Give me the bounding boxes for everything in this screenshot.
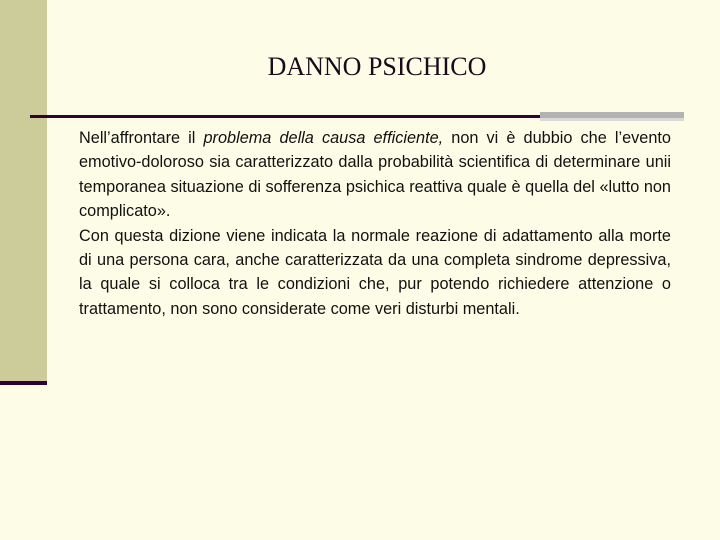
slide-title: DANNO PSICHICO bbox=[267, 52, 487, 81]
paragraph-1-end: non vi è dubbio che l’evento emotivo-doloroso sia caratterizzato dalla probabilità scientifica di determinare unii temporanea situazione di sofferenza psichica reattiva quale è quella del «lutto non complicato». bbox=[79, 129, 671, 221]
paragraph-1 bbox=[79, 126, 671, 224]
paragraph-1-start: Nell’affrontare il bbox=[79, 129, 204, 147]
left-bar-base-line bbox=[0, 381, 47, 385]
paragraph-2: Con questa dizione viene indicata la normale reazione di adattamento alla morte di una persona cara, anche caratterizzata da una completa sindrome depressiva, la quale si colloca tra le condizioni che, pur potendo richiedere attenzione o trattamento, non sono considerate come veri disturbi mentali. bbox=[79, 226, 671, 318]
title-divider-accent-shadow bbox=[540, 118, 684, 121]
paragraph-1-emphasis: problema della causa efficiente, bbox=[203, 129, 444, 147]
slide-body bbox=[79, 126, 671, 321]
title-divider-line bbox=[30, 115, 540, 118]
left-decorative-bar bbox=[0, 0, 47, 383]
